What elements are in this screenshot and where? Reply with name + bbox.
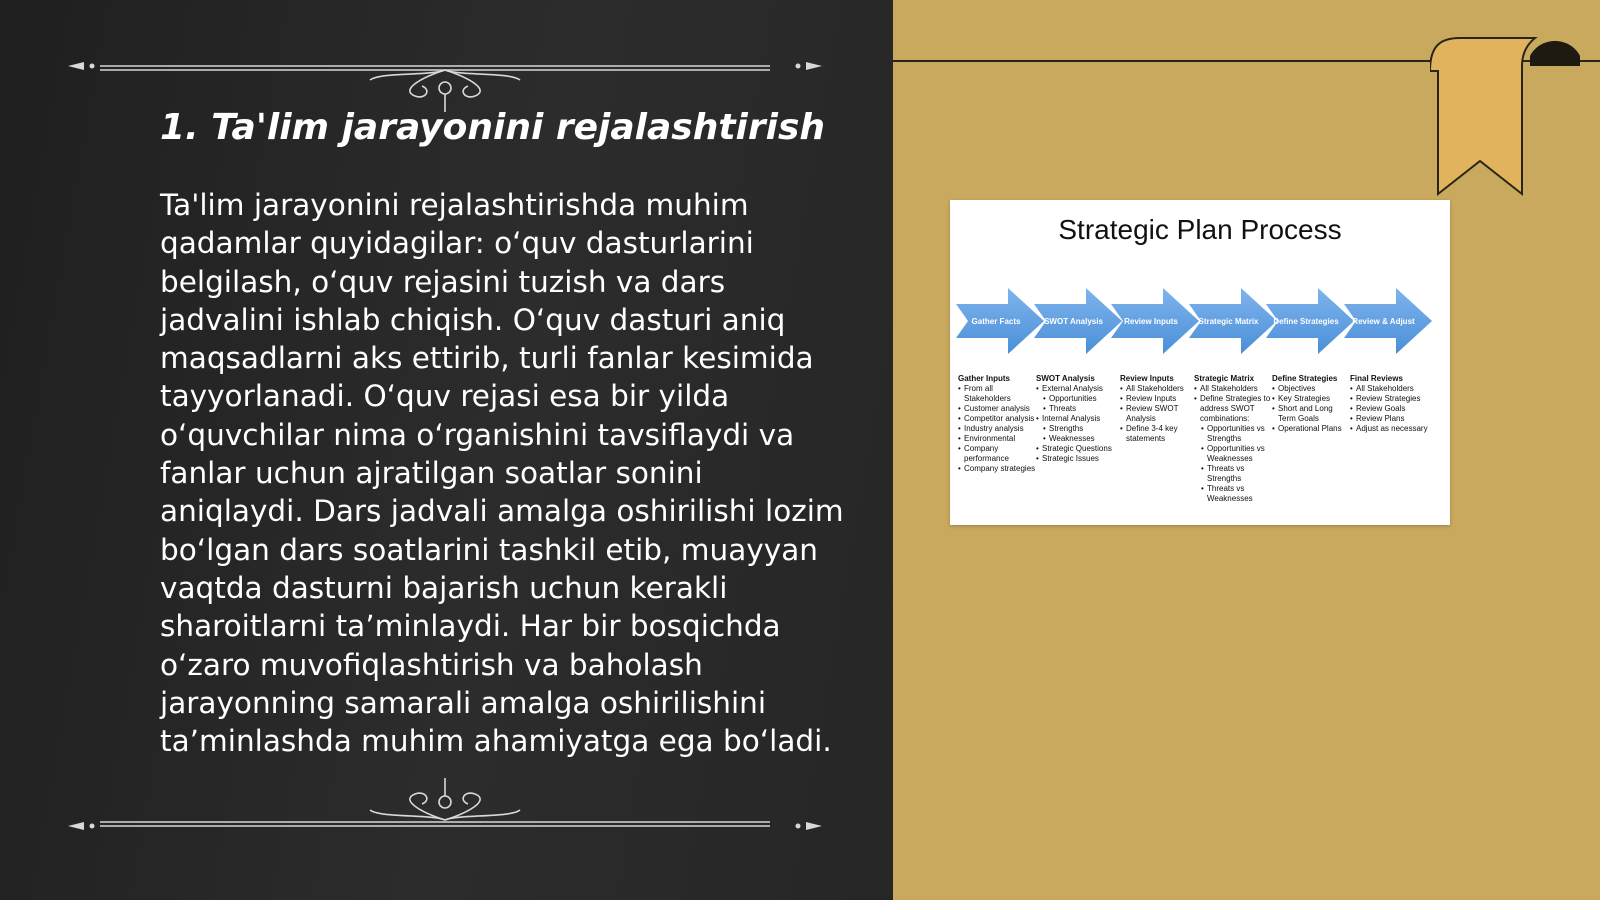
process-column-list	[1036, 384, 1116, 464]
slide-body-text: Ta'lim jarayonini rejalashtirishda muhim qadamlar quyidagilar: o‘quv dasturlarini belgilash, o‘quv rejasini tuzish va dars jadvalini ishlab chiqish. O‘quv dasturi aniq maqsadlarni aks ettirib, turli fanlar kesimida tayyorlanadi. O‘quv rejasi esa bir yilda o‘quvchilar nima o‘rganishini tavsiflaydi va fanlar uchun ajratilgan soatlar sonini aniqlaydi. Dars jadvali amalga oshirilishi lozim bo‘lgan dars soatlarini tashkil etib, muayyan vaqtda dasturni bajarish uchun kerakli sharoitlarni ta’minlaydi. Har bir bosqichda o‘zaro muvofiqlashtirish va baholash jarayonning samarali amalga oshirilishini ta’minlashda muhim ahamiyatga ega bo‘ladi.	[160, 188, 844, 759]
process-step-label: SWOT Analysis	[1044, 316, 1103, 326]
process-column-title: SWOT Analysis	[1036, 374, 1095, 383]
process-column-item: • Internal Analysis	[1036, 414, 1116, 424]
process-column-item: • All Stakeholders	[1350, 384, 1430, 394]
process-column-item: • Company strategies	[958, 464, 1038, 474]
process-column	[1120, 374, 1200, 444]
process-column-item: • Objectives	[1272, 384, 1352, 394]
process-column-item: • Review Inputs	[1120, 394, 1200, 404]
process-step-arrow	[956, 288, 1046, 354]
process-column-item: • Strategic Issues	[1036, 454, 1116, 464]
process-column-list	[1194, 384, 1274, 504]
process-column-item: • Strategic Questions	[1036, 444, 1116, 454]
process-step-arrow	[1266, 288, 1356, 354]
process-column	[958, 374, 1038, 474]
process-column-list	[1120, 384, 1200, 444]
process-column-item: • Review Goals	[1350, 404, 1430, 414]
process-column-item: • Operational Plans	[1272, 424, 1352, 434]
process-column-item: • From all Stakeholders	[958, 384, 1038, 404]
process-column-item: • Review SWOT Analysis	[1120, 404, 1200, 424]
process-column-list	[1272, 384, 1352, 434]
strategic-plan-image	[950, 200, 1450, 525]
process-column-title: Review Inputs	[1120, 374, 1174, 383]
process-column	[1194, 374, 1274, 504]
process-step-label: Review Inputs	[1124, 316, 1178, 326]
bottom-ornament-border	[60, 770, 830, 840]
process-column-title: Gather Inputs	[958, 374, 1011, 383]
process-column-item: • Review Strategies	[1350, 394, 1430, 404]
process-step-label: Define Strategies	[1273, 316, 1339, 326]
process-column-item: • Define 3-4 key statements	[1120, 424, 1200, 444]
process-column-item: • Define Strategies to address SWOT combinations:	[1194, 394, 1274, 424]
process-column-item: • Company performance	[958, 444, 1038, 464]
process-column-list	[958, 384, 1038, 474]
process-column-title: Define Strategies	[1272, 374, 1338, 383]
process-column-item: • All Stakeholders	[1120, 384, 1200, 394]
process-column-title: Final Reviews	[1350, 374, 1403, 383]
process-column-item: • Weaknesses	[1036, 434, 1116, 444]
process-step-arrow	[1034, 288, 1124, 354]
process-column-item: • Threats	[1036, 404, 1116, 414]
process-column-item: • Threats vs Strengths	[1194, 464, 1274, 484]
slide-title: 1. Ta'lim jarayonini rejalashtirish	[160, 107, 826, 148]
process-column	[1036, 374, 1116, 464]
process-column-item: • Short and Long Term Goals	[1272, 404, 1352, 424]
process-column-title: Strategic Matrix	[1194, 374, 1255, 383]
process-step-label: Gather Facts	[971, 316, 1021, 326]
process-step-label: Review & Adjust	[1352, 316, 1415, 326]
bookmark-ribbon-icon	[1430, 36, 1590, 201]
process-column-item: • Opportunities	[1036, 394, 1116, 404]
process-column	[1272, 374, 1352, 434]
process-column-item: • Threats vs Weaknesses	[1194, 484, 1274, 504]
process-column-item: • Review Plans	[1350, 414, 1430, 424]
process-column-item: • All Stakeholders	[1194, 384, 1274, 394]
process-step-arrow	[1189, 288, 1279, 354]
process-step-arrow	[1344, 288, 1434, 354]
process-column-item: • Key Strategies	[1272, 394, 1352, 404]
process-column-item: • External Analysis	[1036, 384, 1116, 394]
process-column-item: • Environmental	[958, 434, 1038, 444]
strategic-plan-title: Strategic Plan Process	[1058, 214, 1342, 245]
process-column-item: • Competitor analysis	[958, 414, 1038, 424]
process-step-arrow	[1111, 288, 1201, 354]
process-step-label: Strategic Matrix	[1198, 316, 1259, 326]
process-column-item: • Customer analysis	[958, 404, 1038, 414]
process-column-item: • Strengths	[1036, 424, 1116, 434]
process-column-item: • Opportunities vs Strengths	[1194, 424, 1274, 444]
process-column	[1350, 374, 1430, 434]
process-column-item: • Adjust as necessary	[1350, 424, 1430, 434]
process-column-list	[1350, 384, 1430, 434]
process-column-item: • Opportunities vs Weaknesses	[1194, 444, 1274, 464]
process-column-item: • Industry analysis	[958, 424, 1038, 434]
